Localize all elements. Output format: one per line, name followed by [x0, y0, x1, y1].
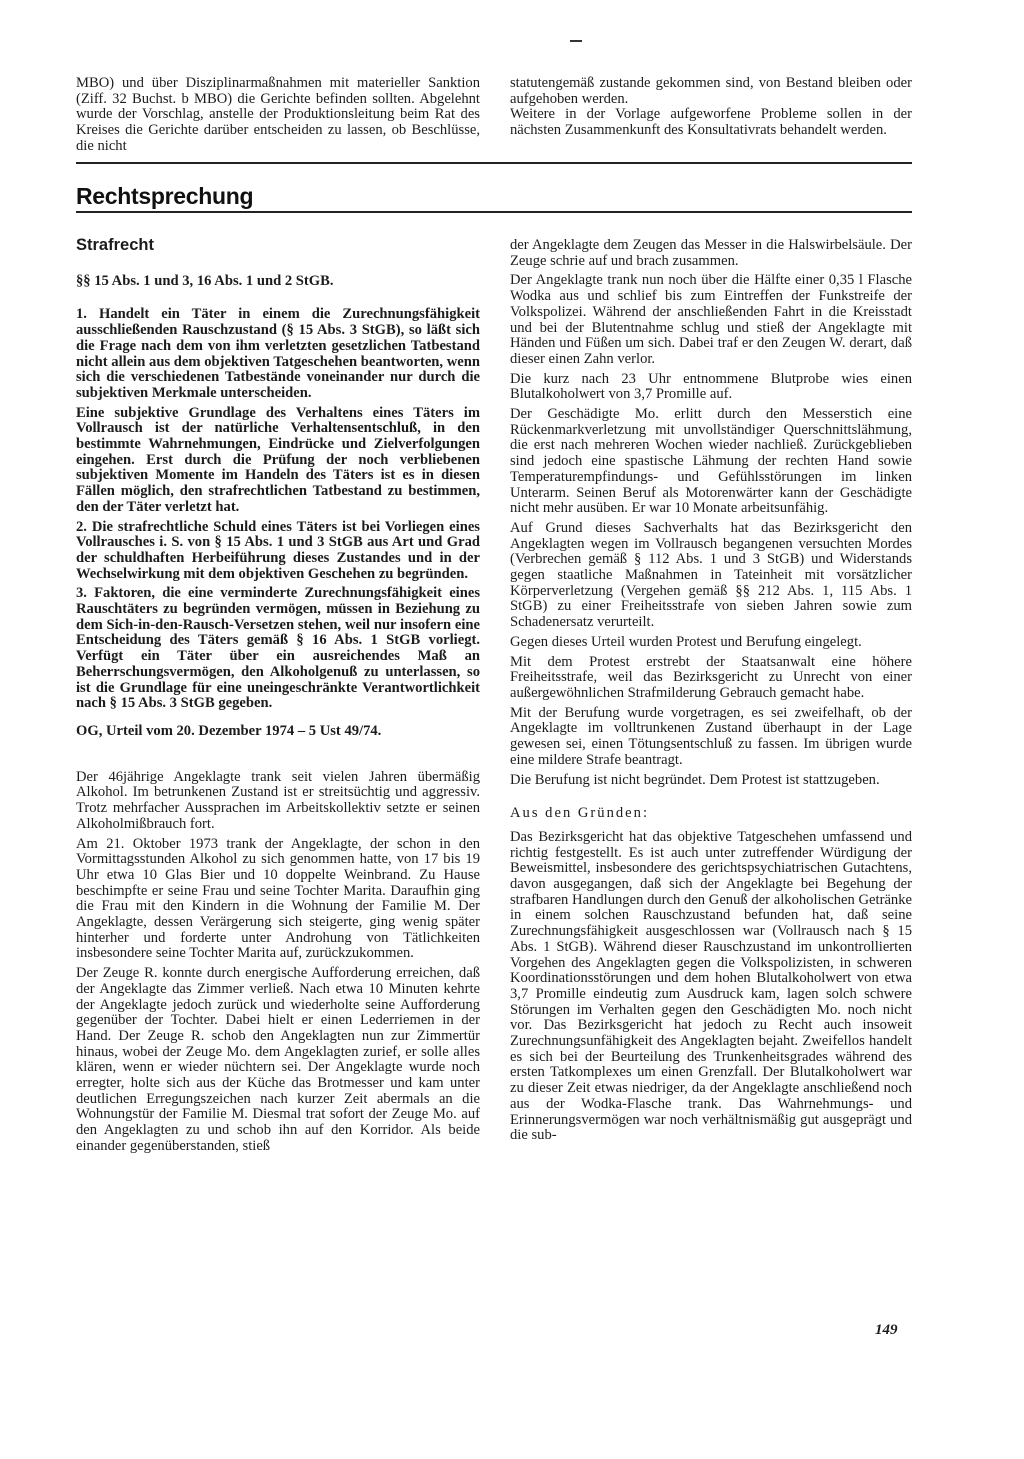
- paragraph: der Angeklagte dem Zeugen das Messer in die Halswirbelsäule. Der Zeuge schrie auf und brach zusammen.: [510, 237, 912, 269]
- headnote: 1. Handelt ein Täter in einem die Zurechnungsfähigkeit ausschließenden Rauschzustand (§ 15 Abs. 3 StGB), so läßt sich die Frage nach dem von ihm verletzten gesetzlichen Tatbestand nicht allein aus dem objektiven Tatgeschehen beantworten, wenn sich die verschiedenen Tatbestände voneinander nur durch die subjektiven Merkmale unterscheiden.: [76, 306, 480, 401]
- headnote: Eine subjektive Grundlage des Verhaltens eines Täters im Vollrausch ist der natürliche Verhaltensentschluß, in den bestimmte Wahrnehmungen, Eindrücke und Zielverfolgungen eingehen. Erst durch die Prüfung der noch verbliebenen subjektiven Momente im Handeln des Täters ist es in diesen Fällen möglich, den strafrechtlichen Tatbestand zu bestimmen, den der Täter verletzt hat.: [76, 404, 480, 515]
- paragraph: Der Geschädigte Mo. erlitt durch den Messerstich eine Rückenmarkverletzung mit unvollständiger Querschnittslähmung, die erst nach mehreren Wochen wieder nachließ. Zurückgeblieben sind jedoch eine spastische Lähmung der rechten Hand sowie Temperaturempfindungs- und Gefühlsstörungen im linken Unterarm. Seinen Beruf als Motorenwärter kann der Geschädigte nicht mehr ausüben. Er war 10 Monate arbeitsunfähig.: [510, 406, 912, 517]
- paragraph: Auf Grund dieses Sachverhalts hat das Bezirksgericht den Angeklagten wegen im Vollrausch begangenen versuchten Mordes (Verbrechen gemäß § 112 Abs. 1 und 3 StGB) und Widerstands gegen staatliche Maßnahmen in Tateinheit mit vorsätzlicher Körperverletzung (Vergehen gemäß §§ 212 Abs. 1, 115 Abs. 1 StGB) zu einer Freiheitsstrafe von sieben Jahren sowie zum Schadenersatz verurteilt.: [510, 519, 912, 631]
- margin-mark: [570, 40, 582, 42]
- grounds-heading: Aus den Gründen:: [510, 805, 650, 822]
- paragraph: Am 21. Oktober 1973 trank der Angeklagte, der schon in den Vormittagsstunden Alkohol zu sich genommen hatte, von 17 bis 19 Uhr etwa 10 Glas Bier und 10 doppelte Weinbrand. Zu Hause beschimpfte er seine Frau und seine Tochter Marita. Daraufhin ging die Frau mit den Kindern in die Wohnung der Familie M. Der Angeklagte, dessen Verärgerung sich steigerte, ging wenig später hinterher und forderte unter Androhung von Tätlichkeiten insbesondere seine Tochter Marita auf, zurückzukommen.: [76, 835, 480, 962]
- citation: OG, Urteil vom 20. Dezember 1974 – 5 Ust 49/74.: [76, 722, 382, 739]
- paragraph: Weitere in der Vorlage aufgeworfene Probleme sollen in der nächsten Zusammenkunft des Konsultativrats behandelt werden.: [510, 106, 912, 139]
- section-rule-bottom: [76, 211, 912, 213]
- paragraph: Die kurz nach 23 Uhr entnommene Blutprobe wies einen Blutalkoholwert von 3,7 Promille auf.: [510, 370, 912, 403]
- subsection-title: Strafrecht: [76, 236, 154, 254]
- paragraph: Mit dem Protest erstrebt der Staatsanwalt eine höhere Freiheitsstrafe, weil das Bezirksgericht zu Unrecht von einer außergewöhnlichen Strafmilderung Gebrauch gemacht habe.: [510, 653, 912, 701]
- top-left-column: [76, 76, 480, 159]
- paragraph: Gegen dieses Urteil wurden Protest und Berufung eingelegt.: [510, 633, 862, 650]
- page-number: 149: [875, 1322, 898, 1338]
- section-rule-top: [76, 162, 912, 164]
- top-right-column: [510, 76, 912, 143]
- headnote: 3. Faktoren, die eine verminderte Zurechnungsfähigkeit eines Rauschtäters zu begründen vermögen, müssen in Beziehung zu dem Sich-in-den-Rausch-Versetzen stehen, weil nur insofern eine Entscheidung des Täters gemäß § 16 Abs. 1 StGB vorliegt. Verfügt ein Täter über ein ausreichendes Maß an Beherrschungsvermögen, den Alkoholgenuß zu unterlassen, so ist die Grundlage für eine uneingeschränkte Verantwortlichkeit nach § 15 Abs. 3 StGB gegeben.: [76, 585, 480, 712]
- paragraph: Mit der Berufung wurde vorgetragen, es sei zweifelhaft, ob der Angeklagte im volltrunkenen Zustand überhaupt in der Lage gewesen sei, einen Tötungsentschluß zu fassen. Im übrigen wurde eine mildere Strafe beantragt.: [510, 704, 912, 768]
- paragraph: Der 46jährige Angeklagte trank seit vielen Jahren übermäßig Alkohol. Im betrunkenen Zustand ist er streitsüchtig und aggressiv. Trotz mehrfacher Aussprachen im Arbeitskollektiv setzte er seinen Alkoholmißbrauch fort.: [76, 768, 480, 832]
- paragraph: Der Angeklagte trank nun noch über die Hälfte einer 0,35 l Flasche Wodka aus und schlief bis zum Eintreffen der Funkstreife der Volkspolizei. Während der anschließenden Fahrt in die Kreisstadt und bei der Blutentnahme schlug und stieß der Angeklagte mit Händen und Füßen um sich. Dabei traf er den Zeugen W. derart, daß dieser einen Zahn verlor.: [510, 272, 912, 367]
- paragraph: statutengemäß zustande gekommen sind, von Bestand bleiben oder aufgehoben werden.: [510, 75, 912, 107]
- right-column: [510, 238, 912, 1148]
- paragraph: MBO) und über Disziplinarmaßnahmen mit materieller Sanktion (Ziff. 32 Buchst. b MBO) die Gerichte befinden sollten. Abgelehnt wurde der Vorschlag, anstelle der Produktionsleitung beim Rat des Kreises die Gerichte darüber entscheiden zu lassen, ob Beschlüsse, die nicht: [76, 75, 480, 154]
- section-title: Rechtsprechung: [76, 183, 254, 209]
- left-column: [76, 238, 480, 1159]
- headnote: 2. Die strafrechtliche Schuld eines Täters ist bei Vorliegen eines Vollrausches i. S. von § 15 Abs. 1 und 3 StGB aus Art und Grad der schuldhaften Herbeiführung dieses Zustandes und in der Wechselwirkung mit dem objektiven Geschehen zu begründen.: [76, 518, 480, 582]
- paragraph: Der Zeuge R. konnte durch energische Aufforderung erreichen, daß der Angeklagte das Zimmer verließ. Nach etwa 10 Minuten kehrte der Angeklagte jedoch zurück und wiederholte seine Aufforderung gegenüber der Tochter. Dabei hielt er einen Lederriemen in der Hand. Der Zeuge R. schob den Angeklagten nun zur Zimmertür hinaus, wobei der Zeuge Mo. dem Angeklagten zurief, er solle alles klären, wenn er wieder nüchtern sei. Der Angeklagte wurde noch erregter, holte sich aus der Küche das Brotmesser und kam unter deutlichen Erregungszeichen nach kurzer Zeit abermals an die Wohnungstür der Familie M. Diesmal trat sofort der Zeuge Mo. auf den Angeklagten zu und schob ihn auf den Korridor. Als beide einander gegenüberstanden, stieß: [76, 965, 480, 1154]
- paragraph: Das Bezirksgericht hat das objektive Tatgeschehen umfassend und richtig festgestellt. Es ist auch unter zutreffender Würdigung der Beweismittel, insbesondere des gerichtspsychiatrischen Gutachtens, davon ausgegangen, daß sich der Angeklagte bei Begehung der strafbaren Handlungen durch den Genuß der alkoholischen Getränke in einem solchen Rauschzustand befunden hat, daß seine Zurechnungsfähigkeit ausgeschlossen war (Vollrausch nach § 15 Abs. 1 StGB). Während dieser Rauschzustand im unkontrollierten Vorgehen des Angeklagten gegen die Volkspolizisten, in schweren Koordinationsstörungen und dem hohen Blutalkoholwert von etwa 3,7 Promille eindeutig zum Ausdruck kam, lagen solch schwere Störungen im Verhalten gegen den Geschädigten Mo. noch nicht vor. Das Bezirksgericht hat jedoch zu Recht auch insoweit Zurechnungsunfähigkeit des Angeklagten bejaht. Zweifellos handelt es sich bei der Beurteilung des Trunkenheitsgrades während des ersten Tatkomplexes um einen Grenzfall. Der Blutalkoholwert war zu dieser Zeit etwas niedriger, da der Angeklagte anschließend noch aus der Wodka-Flasche trank. Das Wahrnehmungs- und Erinnerungsvermögen war noch verhältnismäßig gut ausgeprägt und die sub-: [510, 828, 912, 1144]
- legal-reference: §§ 15 Abs. 1 und 3, 16 Abs. 1 und 2 StGB.: [76, 272, 334, 289]
- paragraph: Die Berufung ist nicht begründet. Dem Protest ist stattzugeben.: [510, 771, 880, 788]
